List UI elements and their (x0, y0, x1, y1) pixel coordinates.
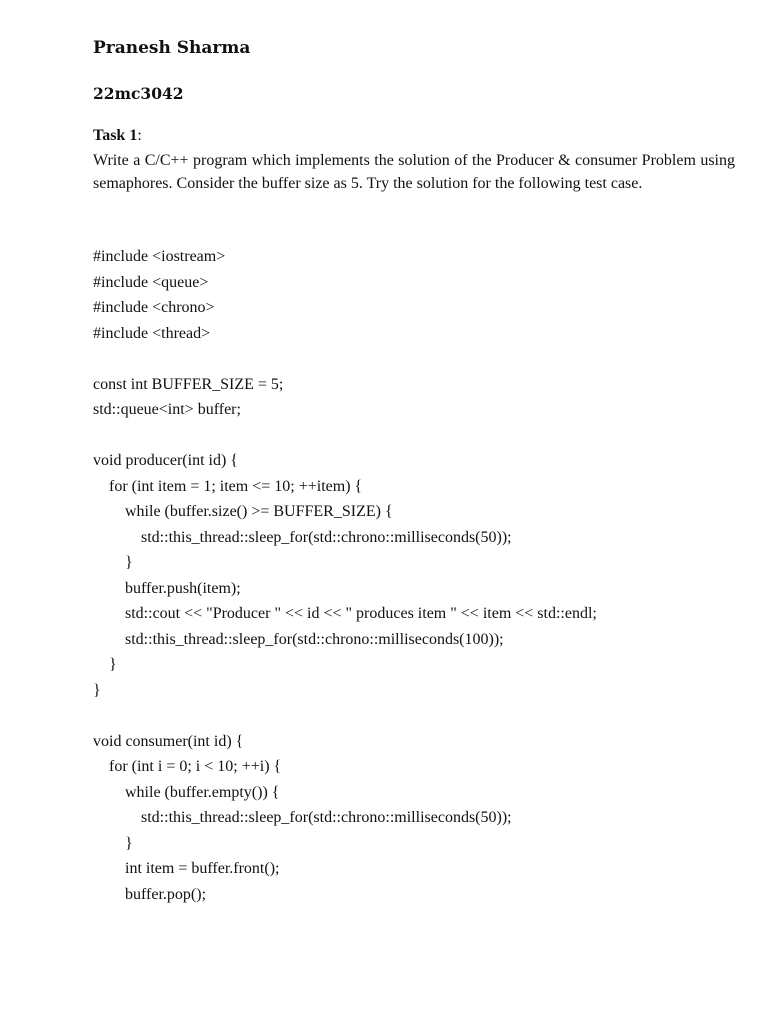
code-line: const int BUFFER_SIZE = 5; (93, 375, 284, 393)
code-line: #include <thread> (93, 324, 211, 342)
code-line: void producer(int id) { (93, 452, 238, 469)
code-line: for (int item = 1; item <= 10; ++item) { (93, 477, 363, 495)
task-heading (93, 127, 142, 145)
task-description: Write a C/C++ program which implements the solution of the Producer & consumer Problem using semaphores. Consider the buffer size as 5. Try the solution for the following test case. (93, 152, 735, 192)
code-line: int item = buffer.front(); (93, 860, 280, 877)
code-line: } (93, 656, 117, 673)
code-line: buffer.pop(); (93, 885, 207, 903)
code-line: std::cout << "Producer " << id << " produces item " << item << std::endl; (93, 605, 597, 622)
code-line: } (93, 554, 133, 571)
code-line: while (buffer.size() >= BUFFER_SIZE) { (93, 503, 393, 520)
code-line: while (buffer.empty()) { (93, 783, 280, 801)
code-line: #include <chrono> (93, 299, 215, 316)
code-line: #include <iostream> (93, 248, 226, 265)
code-line: } (93, 834, 133, 852)
roll-number: 22mc3042 (93, 84, 184, 103)
code-line: for (int i = 0; i < 10; ++i) { (93, 758, 282, 775)
code-line: #include <queue> (93, 273, 209, 291)
author-name: Pranesh Sharma (93, 38, 251, 58)
code-line (93, 346, 753, 372)
code-line: std::this_thread::sleep_for(std::chrono::milliseconds(100)); (93, 630, 504, 648)
task-heading-label: Task 1 (93, 127, 138, 144)
code-line: std::this_thread::sleep_for(std::chrono::milliseconds(50)); (93, 528, 512, 546)
code-line (93, 423, 753, 449)
code-block (93, 244, 753, 907)
code-line: buffer.push(item); (93, 579, 241, 597)
code-line: void consumer(int id) { (93, 732, 244, 750)
code-line: std::queue<int> buffer; (93, 401, 241, 418)
code-line: } (93, 681, 101, 699)
code-line: std::this_thread::sleep_for(std::chrono::milliseconds(50)); (93, 809, 512, 826)
code-line (93, 703, 753, 729)
task-heading-suffix: : (137, 127, 142, 144)
